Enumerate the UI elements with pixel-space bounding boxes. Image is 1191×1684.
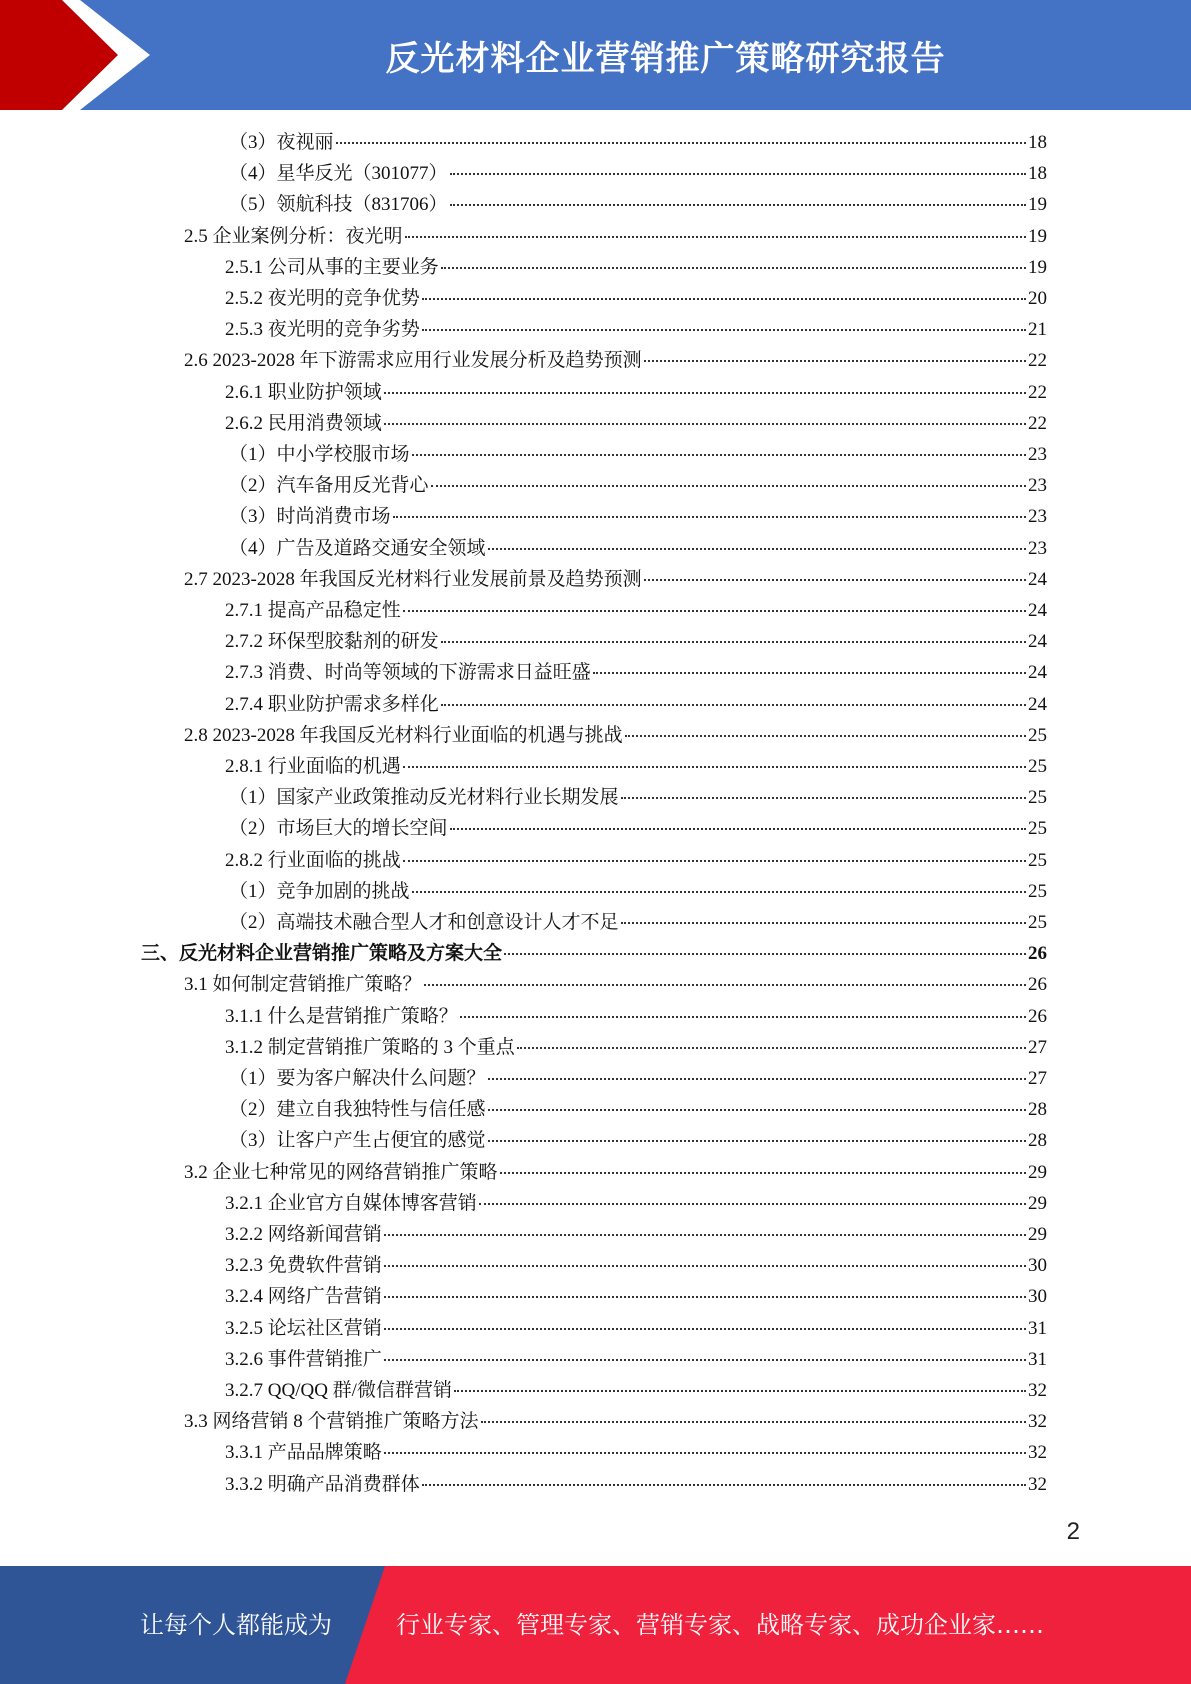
toc-entry-label: 3.2.3 免费软件营销: [225, 1255, 382, 1277]
toc-entry[interactable]: [225, 626, 1047, 657]
toc-leader-dots: [504, 953, 1026, 955]
toc-entry-page: 25: [1028, 880, 1047, 902]
toc-leader-dots: [384, 1328, 1026, 1330]
toc-leader-dots: [441, 704, 1026, 706]
toc-entry-page: 22: [1028, 412, 1047, 434]
toc-entry[interactable]: [225, 1375, 1047, 1406]
toc-leader-dots: [481, 1421, 1026, 1423]
report-title: 反光材料企业营销推广策略研究报告: [385, 38, 946, 79]
toc-entry-page: 18: [1028, 163, 1047, 185]
toc-entry-label: 3.1.1 什么是营销推广策略？: [225, 1005, 458, 1027]
toc-leader-dots: [422, 1484, 1026, 1486]
toc-leader-dots: [450, 173, 1026, 175]
toc-entry[interactable]: [229, 876, 1047, 907]
toc-entry-page: 32: [1028, 1380, 1047, 1401]
toc-leader-dots: [403, 610, 1026, 612]
toc-entry[interactable]: [141, 938, 1047, 969]
toc-entry-page: 24: [1028, 600, 1047, 621]
toc-entry[interactable]: [229, 1125, 1047, 1156]
toc-leader-dots: [621, 797, 1026, 799]
toc-entry[interactable]: [184, 564, 1047, 595]
toc-entry-label: （1）国家产业政策推动反光材料行业长期发展: [229, 787, 619, 809]
toc-entry-label: （2）汽车备用反光背心: [229, 475, 429, 497]
toc-entry-page: 32: [1028, 1411, 1047, 1433]
toc-entry-label: 3.2.7 QQ/QQ 群/微信群营销: [225, 1380, 452, 1401]
toc-leader-dots: [441, 641, 1026, 643]
toc-entry[interactable]: [229, 189, 1047, 220]
toc-leader-dots: [405, 236, 1026, 238]
toc-entry[interactable]: [229, 470, 1047, 501]
toc-entry-label: 2.6 2023-2028 年下游需求应用行业发展分析及趋势预测: [184, 350, 642, 372]
toc-entry-page: 19: [1028, 225, 1047, 247]
toc-entry-label: 三、反光材料企业营销推广策略及方案大全: [141, 943, 503, 965]
toc-entry-page: 25: [1028, 787, 1047, 809]
toc-entry-label: 2.5 企业案例分析：夜光明: [184, 225, 403, 247]
toc-entry[interactable]: [229, 439, 1047, 470]
toc-leader-dots: [412, 891, 1026, 893]
toc-entry[interactable]: [225, 314, 1047, 345]
toc-entry[interactable]: [225, 1469, 1047, 1500]
toc-leader-dots: [479, 1203, 1026, 1205]
toc-entry-label: （3）让客户产生占便宜的感觉: [229, 1130, 486, 1152]
toc-entry-label: 3.3.2 明确产品消费群体: [225, 1473, 420, 1495]
toc-leader-dots: [384, 423, 1026, 425]
toc-leader-dots: [450, 204, 1026, 206]
toc-entry[interactable]: [229, 127, 1047, 158]
toc-entry[interactable]: [225, 283, 1047, 314]
toc-entry-page: 24: [1028, 693, 1047, 715]
toc-entry-label: 3.1.2 制定营销推广策略的 3 个重点: [225, 1036, 515, 1058]
toc-leader-dots: [454, 1390, 1026, 1392]
toc-leader-dots: [424, 984, 1026, 986]
toc-entry-page: 21: [1028, 319, 1047, 341]
page-number: 2: [1066, 1518, 1080, 1545]
toc-leader-dots: [403, 766, 1026, 768]
toc-entry-page: 22: [1028, 381, 1047, 403]
toc-entry-page: 22: [1028, 350, 1047, 372]
toc-entry-page: 24: [1028, 631, 1047, 653]
toc-entry-label: （1）竞争加剧的挑战: [229, 880, 410, 902]
toc-entry-page: 29: [1028, 1224, 1047, 1245]
toc-entry-label: 2.7.3 消费、时尚等领域的下游需求日益旺盛: [225, 662, 591, 684]
toc-leader-dots: [644, 360, 1026, 362]
toc-entry[interactable]: [229, 158, 1047, 189]
toc-entry-page: 18: [1028, 132, 1047, 153]
toc-entry-label: 2.7.4 职业防护需求多样化: [225, 693, 439, 715]
toc-entry-page: 30: [1028, 1286, 1047, 1308]
toc-entry-label: 2.7.1 提高产品稳定性: [225, 600, 401, 621]
toc-entry[interactable]: [184, 221, 1047, 252]
toc-entry[interactable]: [184, 720, 1047, 751]
toc-entry-label: 2.8.1 行业面临的机遇: [225, 756, 401, 777]
toc-entry-label: 2.5.1 公司从事的主要业务: [225, 256, 439, 278]
toc-entry[interactable]: [229, 501, 1047, 532]
toc-entry-page: 25: [1028, 912, 1047, 933]
toc-entry-page: 23: [1028, 506, 1047, 528]
toc-entry-page: 26: [1028, 943, 1047, 965]
toc-entry[interactable]: [225, 377, 1047, 408]
footer-banner: [0, 1566, 1191, 1684]
toc-leader-dots: [488, 1109, 1026, 1111]
toc-leader-dots: [422, 329, 1026, 331]
toc-entry[interactable]: [225, 657, 1047, 688]
toc-entry-page: 32: [1028, 1473, 1047, 1495]
toc-entry[interactable]: [225, 408, 1047, 439]
toc-entry-label: （2）建立自我独特性与信任感: [229, 1099, 486, 1121]
toc-leader-dots: [460, 1016, 1026, 1018]
toc-entry-page: 25: [1028, 849, 1047, 871]
toc-entry-label: 2.6.1 职业防护领域: [225, 381, 382, 403]
toc-entry-page: 26: [1028, 1005, 1047, 1027]
toc-entry[interactable]: [225, 1219, 1047, 1250]
toc-entry[interactable]: [229, 907, 1047, 938]
toc-leader-dots: [488, 1078, 1026, 1080]
toc-entry[interactable]: [225, 689, 1047, 720]
toc-entry[interactable]: [229, 782, 1047, 813]
toc-entry-page: 32: [1028, 1442, 1047, 1464]
toc-entry-page: 29: [1028, 1161, 1047, 1183]
toc-entry-label: 2.8.2 行业面临的挑战: [225, 849, 401, 871]
toc-entry-page: 28: [1028, 1099, 1047, 1121]
toc-entry[interactable]: [225, 595, 1047, 626]
toc-entry-label: 3.3.1 产品品牌策略: [225, 1442, 382, 1464]
header-arrow-decoration: [0, 0, 160, 110]
toc-entry-label: （2）市场巨大的增长空间: [229, 818, 448, 840]
toc-entry-page: 23: [1028, 537, 1047, 559]
toc-entry-page: 26: [1028, 974, 1047, 996]
toc-entry[interactable]: [225, 1250, 1047, 1281]
toc-entry-page: 25: [1028, 724, 1047, 746]
toc-entry[interactable]: [225, 751, 1047, 782]
toc-entry-page: 20: [1028, 288, 1047, 309]
toc-entry-page: 24: [1028, 568, 1047, 590]
toc-entry-page: 19: [1028, 256, 1047, 278]
toc-leader-dots: [384, 1234, 1026, 1236]
toc-entry-label: 3.2.1 企业官方自媒体博客营销: [225, 1192, 477, 1214]
toc-entry[interactable]: [225, 1437, 1047, 1468]
toc-entry-page: 31: [1028, 1317, 1047, 1339]
toc-entry[interactable]: [225, 845, 1047, 876]
toc-entry-label: 3.2 企业七种常见的网络营销推广策略: [184, 1161, 498, 1183]
toc-leader-dots: [384, 1265, 1026, 1267]
toc-entry-label: 2.7 2023-2028 年我国反光材料行业发展前景及趋势预测: [184, 568, 642, 590]
toc-entry-page: 29: [1028, 1192, 1047, 1214]
toc-entry-label: 3.2.6 事件营销推广: [225, 1348, 382, 1370]
toc-entry-label: （1）中小学校服市场: [229, 444, 410, 465]
toc-entry[interactable]: [229, 813, 1047, 844]
toc-leader-dots: [450, 828, 1026, 830]
toc-entry-label: 3.3 网络营销 8 个营销推广策略方法: [184, 1411, 479, 1433]
toc-entry-page: 30: [1028, 1255, 1047, 1277]
toc-entry[interactable]: [229, 1094, 1047, 1125]
toc-leader-dots: [431, 485, 1026, 487]
toc-entry[interactable]: [225, 1344, 1047, 1375]
toc-leader-dots: [422, 298, 1026, 300]
toc-entry-label: 3.2.5 论坛社区营销: [225, 1317, 382, 1339]
toc-entry-label: 3.2.4 网络广告营销: [225, 1286, 382, 1308]
toc-leader-dots: [593, 672, 1026, 674]
toc-entry-page: 25: [1028, 818, 1047, 840]
toc-leader-dots: [488, 1140, 1026, 1142]
toc-entry-label: 3.2.2 网络新闻营销: [225, 1224, 382, 1245]
toc-entry-label: 2.5.3 夜光明的竞争劣势: [225, 319, 420, 341]
toc-leader-dots: [412, 454, 1026, 456]
toc-entry[interactable]: [184, 969, 1047, 1000]
toc-leader-dots: [384, 1296, 1026, 1298]
toc-entry-label: （5）领航科技（831706）: [229, 194, 448, 216]
toc-leader-dots: [384, 1452, 1026, 1454]
toc-entry-label: 2.8 2023-2028 年我国反光材料行业面临的机遇与挑战: [184, 724, 623, 746]
toc-entry-page: 31: [1028, 1348, 1047, 1370]
toc-entry-label: （1）要为客户解决什么问题？: [229, 1068, 486, 1089]
toc-entry[interactable]: [225, 1313, 1047, 1344]
toc-leader-dots: [621, 922, 1026, 924]
toc-entry-page: 23: [1028, 475, 1047, 497]
toc-leader-dots: [336, 142, 1026, 144]
footer-slogan-right: 行业专家、管理专家、营销专家、战略专家、成功企业家……: [396, 1611, 1044, 1639]
toc-entry-label: （4）广告及道路交通安全领域: [229, 537, 486, 559]
toc-entry[interactable]: [225, 1001, 1047, 1032]
toc-entry-page: 23: [1028, 444, 1047, 465]
toc-entry-page: 28: [1028, 1130, 1047, 1152]
toc-entry-page: 24: [1028, 662, 1047, 684]
toc-entry-label: （3）时尚消费市场: [229, 506, 391, 528]
toc-leader-dots: [384, 1359, 1026, 1361]
toc-entry-label: （2）高端技术融合型人才和创意设计人才不足: [229, 912, 619, 933]
toc-entry-label: （4）星华反光（301077）: [229, 163, 448, 185]
toc-leader-dots: [384, 392, 1026, 394]
toc-entry[interactable]: [225, 252, 1047, 283]
toc-entry[interactable]: [229, 1063, 1047, 1094]
toc-entry[interactable]: [225, 1032, 1047, 1063]
toc-leader-dots: [488, 548, 1026, 550]
toc-leader-dots: [441, 267, 1026, 269]
toc-entry-label: 2.6.2 民用消费领域: [225, 412, 382, 434]
toc-entry-label: 2.7.2 环保型胶黏剂的研发: [225, 631, 439, 653]
toc-entry-label: （3）夜视丽: [229, 132, 334, 153]
toc-leader-dots: [500, 1172, 1026, 1174]
footer-slogan-left: 让每个人都能成为: [140, 1611, 332, 1639]
toc-entry-page: 25: [1028, 756, 1047, 777]
toc-entry-page: 27: [1028, 1068, 1047, 1089]
toc-entry-label: 2.5.2 夜光明的竞争优势: [225, 288, 420, 309]
toc-entry[interactable]: [229, 533, 1047, 564]
toc-entry[interactable]: [184, 1157, 1047, 1188]
toc-leader-dots: [393, 516, 1026, 518]
toc-leader-dots: [625, 735, 1026, 737]
toc-entry-page: 19: [1028, 194, 1047, 216]
toc-entry[interactable]: [225, 1188, 1047, 1219]
toc-entry-page: 27: [1028, 1036, 1047, 1058]
toc-leader-dots: [403, 860, 1026, 862]
toc-entry[interactable]: [184, 1406, 1047, 1437]
toc-leader-dots: [644, 579, 1026, 581]
toc-entry[interactable]: [225, 1281, 1047, 1312]
toc-entry[interactable]: [184, 345, 1047, 376]
toc-leader-dots: [517, 1047, 1026, 1049]
header-banner: [0, 0, 1191, 110]
toc-entry-label: 3.1 如何制定营销推广策略？: [184, 974, 422, 996]
